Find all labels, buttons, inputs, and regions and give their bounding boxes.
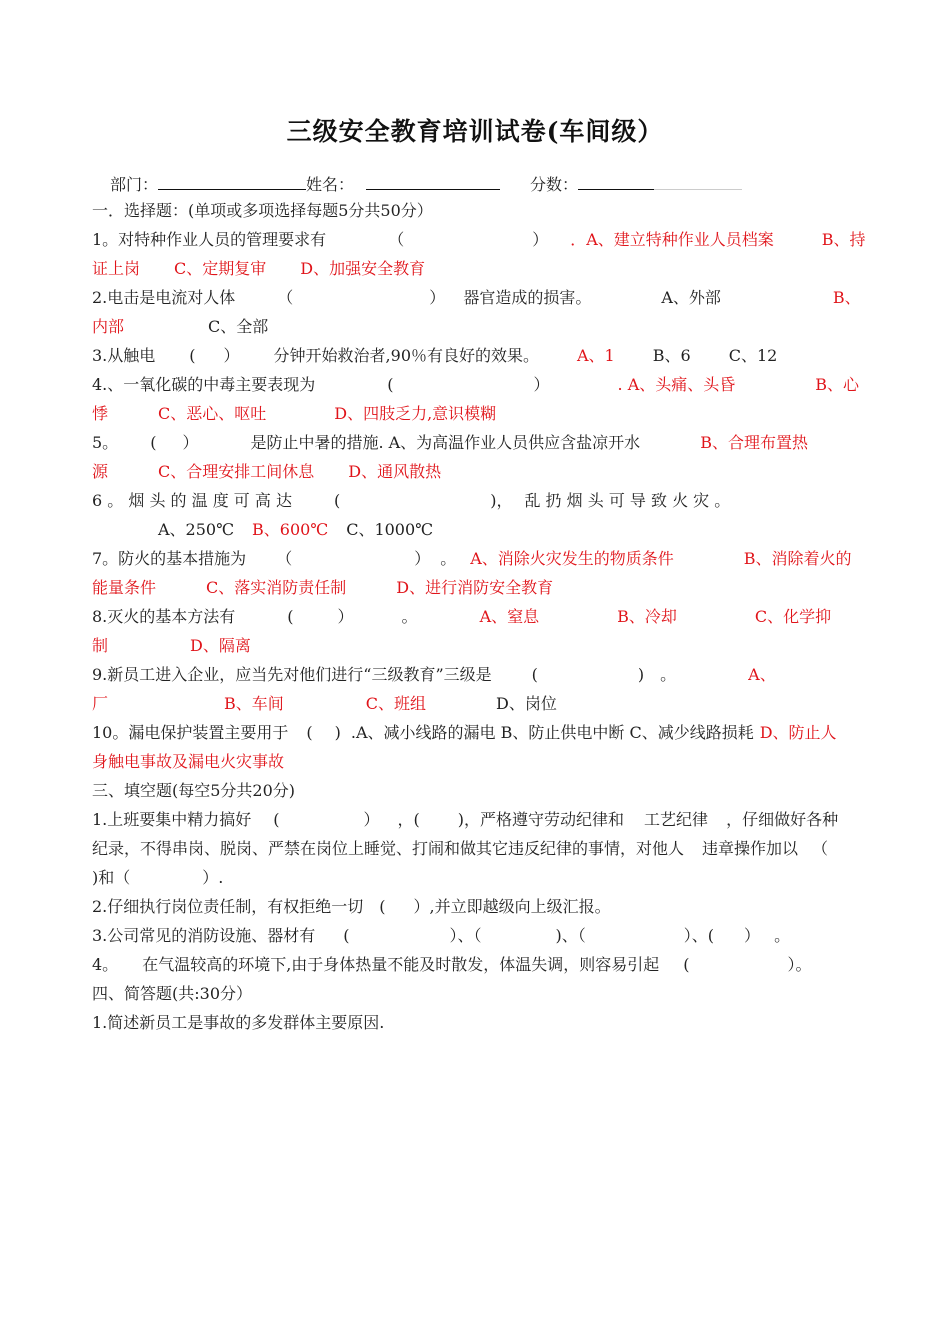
q3-option-c: C、12 (728, 346, 778, 365)
q9-option-d: D、岗位 (496, 694, 557, 713)
q5-text-tail: 是防止中暑的措施. A、为高温作业人员供应含盐凉开水 (250, 433, 641, 452)
q8-option-b: B、冷却 (617, 607, 677, 626)
q3-paren-close: ） (223, 346, 240, 365)
q4-paren-open: ( (387, 375, 394, 394)
question-1-line-2 (92, 254, 882, 283)
q6-option-a: A、250℃ (158, 520, 234, 539)
score-field-tail (654, 173, 742, 190)
score-label: 分数： (530, 175, 579, 194)
q4-option-a: . A、头痛、头昏 (617, 375, 736, 394)
q7-text: 7。防火的基本措施为 (92, 549, 247, 568)
q5-text: 5。 (92, 433, 119, 452)
question-7-line-2 (92, 573, 882, 602)
q7-option-a: A、消除火灾发生的物质条件 (470, 549, 674, 568)
question-2-line-2 (92, 312, 882, 341)
f4-paren-close: ）。 (787, 955, 812, 974)
q8-option-d: D、隔离 (190, 636, 251, 655)
question-5-line-2 (92, 457, 882, 486)
fill-1-line-2 (92, 834, 882, 863)
f2-text: 2.仔细执行岗位责任制，有权拒绝一切 (92, 897, 364, 916)
f1-text-3: 工艺纪律 (644, 810, 709, 829)
q7-option-d: D、进行消防安全教育 (396, 578, 554, 597)
question-9-line-1 (92, 660, 882, 689)
question-1-line-1 (92, 225, 882, 254)
q2-option-c: C、全部 (208, 317, 269, 336)
f1-text-6: 违章操作加以 (702, 839, 799, 858)
q6-paren-open: ( (333, 491, 341, 510)
question-5-line-1 (92, 428, 882, 457)
name-field[interactable] (366, 173, 500, 190)
f4-text: 在气温较高的环境下,由于身体热量不能及时散发，体温失调，则容易引起 (142, 955, 660, 974)
q9-option-c: C、班组 (365, 694, 427, 713)
f3-paren-4-close: ） (744, 926, 761, 945)
f3-text: 3.公司常见的消防设施、器材有 (92, 926, 316, 945)
q2-option-b-cont: 内部 (92, 317, 125, 336)
question-6-line-1 (92, 486, 882, 515)
q7-option-c: C、落实消防责任制 (206, 578, 347, 597)
question-2-line-1 (92, 283, 882, 312)
f4-paren-open: ( (683, 955, 690, 974)
name-label: 姓名： (306, 175, 355, 194)
question-10-line-1 (92, 718, 882, 747)
q10-paren-close: ) (334, 723, 341, 742)
q7-paren-open: （ (276, 549, 293, 568)
q10-option-d-cont: 身触电事故及漏电火灾事故 (92, 752, 285, 771)
dept-field[interactable] (158, 173, 306, 190)
f1-paren-1-close: ） (363, 810, 380, 829)
q2-option-a: A、外部 (661, 288, 721, 307)
q4-paren-close: ） (533, 375, 550, 394)
q5-paren-close: ） (182, 433, 199, 452)
fill-1-line-1 (92, 805, 882, 834)
q7-option-b-cont: 能量条件 (92, 578, 157, 597)
q4-option-d: D、四肢乏力,意识模糊 (334, 404, 497, 423)
question-9-line-2 (92, 689, 882, 718)
q8-text: 8.灭火的基本方法有 (92, 607, 236, 626)
q6-paren-close: )， (490, 491, 513, 510)
q8-option-a: A、窒息 (479, 607, 540, 626)
q5-option-c: C、合理安排工间休息 (158, 462, 315, 481)
fill-3 (92, 921, 882, 950)
q10-options-abc: .A、减小线路的漏电 B、防止供电中断 C、减少线路损耗 (350, 723, 754, 742)
fill-2 (92, 892, 882, 921)
q1-option-b-cont: 证上岗 (92, 259, 141, 278)
f1-paren-1-open: ( (273, 810, 280, 829)
section-short-answer-heading: 四、简答题(共:30分） (92, 984, 252, 1003)
q3-option-b: B、6 (652, 346, 691, 365)
q1-paren-open: （ (388, 230, 405, 249)
q5-option-b: B、合理布置热 (700, 433, 808, 452)
f3-period: 。 (774, 926, 791, 945)
q6-option-c: C、1000℃ (346, 520, 434, 539)
q10-option-d: D、防止人 (759, 723, 837, 742)
f1-text-5: 纪录，不得串岗、脱岗、严禁在岗位上睡觉、打闹和做其它违反纪律的事情，对他人 (92, 839, 685, 858)
q6-text-tail: 乱 扔 烟 头 可 导 致 火 灾 。 (524, 491, 731, 510)
q1-option-b: B、持 (821, 230, 866, 249)
f2-paren-open: ( (379, 897, 386, 916)
q1-option-a: ．A、建立特种作业人员档案 (570, 230, 774, 249)
header-fields (110, 170, 742, 199)
dept-label: 部门： (110, 175, 159, 194)
question-4-line-1 (92, 370, 882, 399)
q8-option-c-cont: 制 (92, 636, 109, 655)
section-fill-heading: 三、填空题(每空5分共20分) (92, 781, 296, 800)
q3-paren-open: ( (189, 346, 196, 365)
q4-text: 4.、一氧化碳的中毒主要表现为 (92, 375, 316, 394)
q3-text: 3.从触电 (92, 346, 156, 365)
f1-text-2: )，严格遵守劳动纪律和 (457, 810, 625, 829)
q9-option-a: A、 (748, 665, 776, 684)
fill-1-line-3 (92, 863, 882, 892)
q1-paren-close: ） (532, 230, 549, 249)
q6-text: 6 。 烟 头 的 温 度 可 高 达 (92, 491, 292, 510)
fill-4 (92, 950, 882, 979)
q9-paren-close: ) (637, 665, 645, 684)
score-field[interactable] (578, 173, 654, 190)
q5-option-d: D、通风散热 (348, 462, 442, 481)
q4-option-c: C、恶心、呕吐 (158, 404, 267, 423)
q2-paren-open: （ (277, 288, 294, 307)
question-8-line-2 (92, 631, 882, 660)
f3-paren-2-open: ）、（ (449, 926, 482, 945)
f3-paren-3-open: )、（ (555, 926, 586, 945)
q1-option-d: D、加强安全教育 (300, 259, 426, 278)
q7-period: 。 (440, 549, 457, 568)
q6-option-b: B、600℃ (252, 520, 329, 539)
section-choice-heading: 一．选择题：(单项或多项选择每题5分共50分） (92, 201, 433, 220)
q2-text-tail: 器官造成的损害。 (463, 288, 592, 307)
q7-paren-close: ） (414, 549, 431, 568)
q8-period: 。 (401, 607, 418, 626)
question-10-line-2 (92, 747, 882, 776)
question-8-line-1 (92, 602, 882, 631)
f1-paren-2-open: ，( (397, 810, 420, 829)
q3-option-a: A、1 (577, 346, 615, 365)
q10-paren-open: ( (306, 723, 313, 742)
q9-text: 9.新员工进入企业，应当先对他们进行“三级教育”三级是 (92, 665, 492, 684)
q9-paren-open: ( (531, 665, 538, 684)
f3-paren-4-open: ）、( (683, 926, 715, 945)
page-title: 三级安全教育培训试卷(车间级） (286, 117, 664, 146)
q4-option-b-cont: 悸 (92, 404, 109, 423)
q2-text: 2.电击是电流对人体 (92, 288, 236, 307)
f4-number: 4。 (92, 955, 119, 974)
f1-end: ）. (202, 868, 224, 887)
q5-option-b-cont: 源 (92, 462, 109, 481)
q1-text: 1。对特种作业人员的管理要求有 (92, 230, 327, 249)
q9-option-a-cont: 厂 (92, 694, 109, 713)
q5-paren-open: ( (150, 433, 157, 452)
q10-text: 10。漏电保护装置主要用于 (92, 723, 289, 742)
q9-period: 。 (660, 665, 677, 684)
q2-option-b: B、 (832, 288, 861, 307)
q2-paren-close: ） (429, 288, 446, 307)
question-6-line-2 (92, 515, 882, 544)
q3-text-tail: 分钟开始救治者,90％有良好的效果。 (273, 346, 539, 365)
f1-paren-3-close: )和（ (92, 868, 131, 887)
question-4-line-2 (92, 399, 882, 428)
f1-text: 1.上班要集中精力搞好 (92, 810, 252, 829)
q7-option-b: B、消除着火的 (743, 549, 852, 568)
q9-option-b: B、车间 (224, 694, 284, 713)
f3-paren-1-open: ( (343, 926, 350, 945)
q8-option-c: C、化学抑 (754, 607, 832, 626)
q8-paren-close: ） (337, 607, 354, 626)
question-7-line-1 (92, 544, 882, 573)
q8-paren-open: ( (287, 607, 294, 626)
question-3 (92, 341, 882, 370)
q1-option-c: C、定期复审 (174, 259, 267, 278)
f2-text-tail: ）,并立即越级向上级汇报。 (413, 897, 611, 916)
short-answer-1: 1.简述新员工是事故的多发群体主要原因. (92, 1013, 385, 1032)
q4-option-b: B、心 (815, 375, 860, 394)
f1-text-4: ，仔细做好各种 (726, 810, 839, 829)
f1-paren-3-open: （ (812, 839, 829, 858)
